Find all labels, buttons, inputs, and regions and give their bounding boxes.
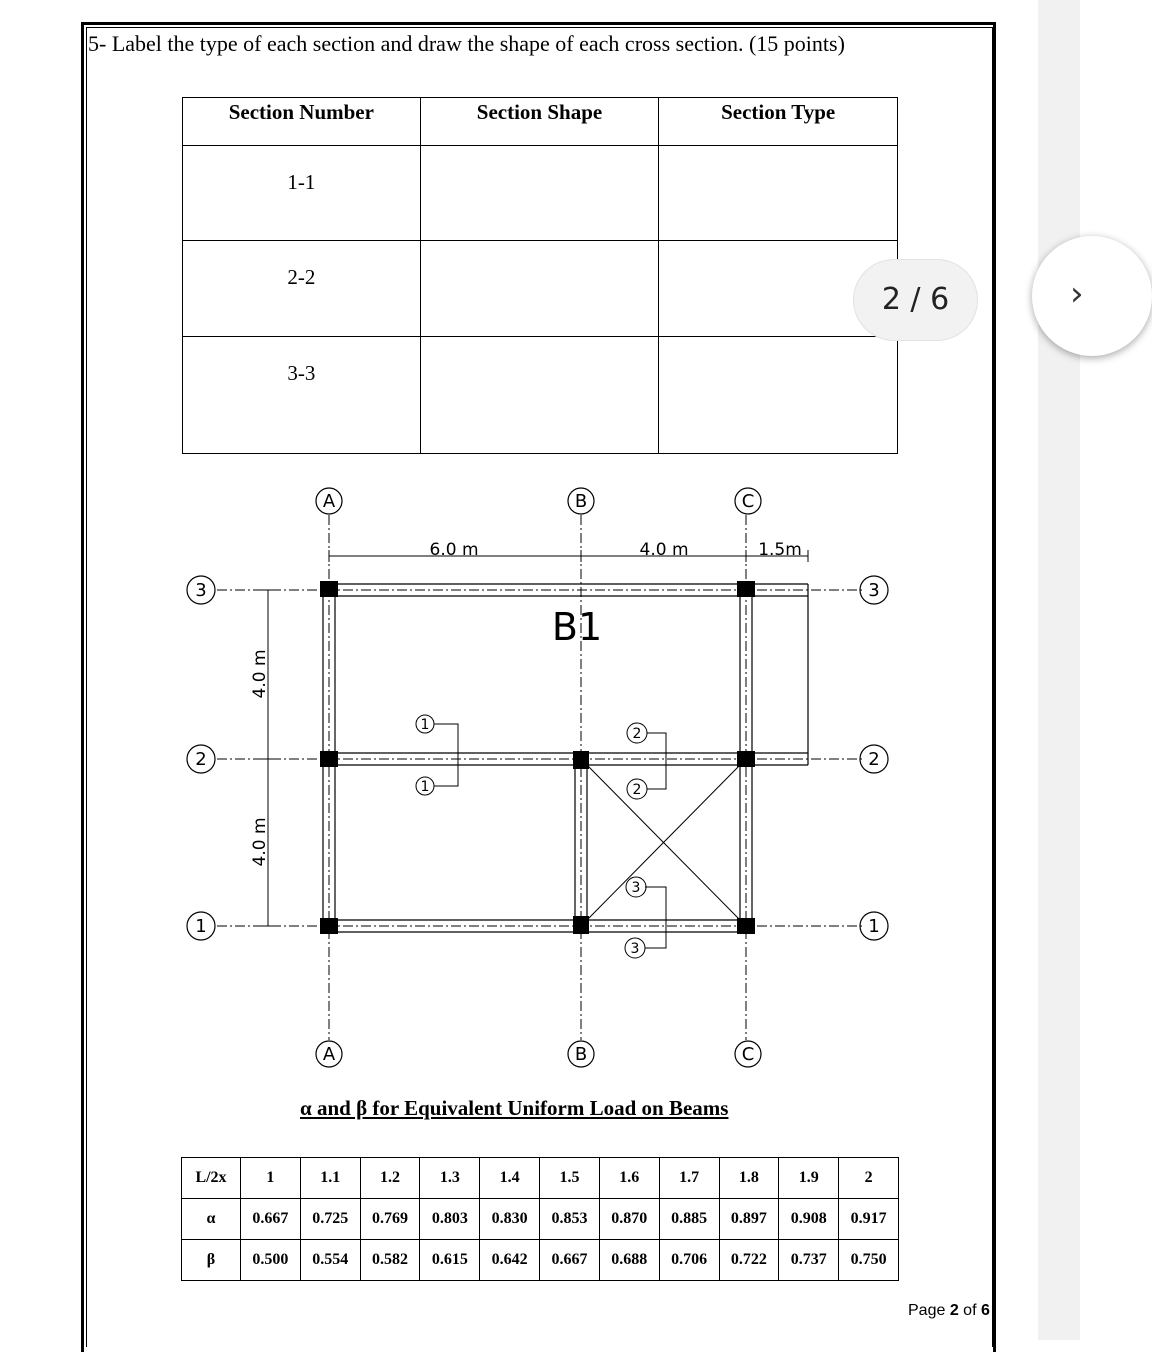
table-cell: 0.725 [300,1199,360,1240]
table-cell: 0.615 [420,1240,480,1281]
table-cell: 0.582 [360,1240,420,1281]
section-number-cell: 3-3 [183,337,421,454]
section-cut-markers [434,724,666,948]
table-cell: 1.7 [659,1158,719,1199]
table-cell: 0.500 [241,1240,301,1281]
page-footer [908,1302,990,1320]
column [573,916,589,934]
section-number-cell: 2-2 [183,241,421,337]
next-page-button[interactable] [1032,236,1152,356]
grid-label: 1 [868,916,880,937]
cut-label: 2 [632,782,642,798]
cut-label: 2 [632,726,642,742]
alpha-beta-table [181,1157,899,1281]
grid-label: A [322,491,336,512]
footer-of: of [958,1302,981,1319]
table-cell: 0.667 [241,1199,301,1240]
row-label: β [182,1240,241,1281]
column [320,751,338,767]
table-cell: 0.688 [599,1240,659,1281]
footer-current-page: 2 [949,1302,959,1319]
row-label: L/2x [182,1158,241,1199]
grid-label: 1 [195,916,207,937]
table-row [182,1158,899,1199]
header-section-number: Section Number [183,98,421,146]
column [737,581,755,597]
table-cell: 0.706 [659,1240,719,1281]
dim-label-4m: 4.0 m [639,540,689,560]
grid-label: B [574,491,588,512]
grid-label: A [322,1044,336,1065]
page-indicator: 2 / 6 [853,259,978,341]
section-type-cell[interactable] [659,337,898,454]
dim-label-4m-upper: 4.0 m [250,649,270,699]
table-cell: 0.750 [839,1240,899,1281]
alpha-beta-title: α and β for Equivalent Uniform Load on Beams [300,1096,729,1120]
table-cell: 0.803 [420,1199,480,1240]
section-cut-labels [416,715,647,958]
table-cell: 0.870 [599,1199,659,1240]
grid-label: 2 [868,749,880,770]
question-text: 5- Label the type of each section and draw the shape of each cross section. (15 points) [88,31,845,56]
table-cell: 1.6 [599,1158,659,1199]
table-cell: 0.642 [480,1240,540,1281]
table-cell: 0.722 [719,1240,779,1281]
table-cell: 0.917 [839,1199,899,1240]
column [737,918,755,934]
opening-cross [587,765,740,920]
table-cell: 2 [839,1158,899,1199]
table-cell: 1.4 [480,1158,540,1199]
section-table-header [183,98,898,146]
header-section-shape: Section Shape [420,98,659,146]
table-cell: 0.667 [540,1240,600,1281]
grid-bubbles [187,488,888,1067]
table-cell: 1.9 [779,1158,839,1199]
dim-label-cantilever: 1.5m [758,540,802,560]
table-cell: 1 [241,1158,301,1199]
cut-label: 3 [630,941,640,957]
grid-label: C [741,491,755,512]
chevron-right-icon: › [1070,274,1084,314]
cut-label: 1 [420,717,430,733]
table-row [182,1199,899,1240]
footer-total-pages: 6 [980,1302,990,1319]
table-row [183,146,898,241]
header-section-type: Section Type [659,98,898,146]
table-cell: 0.554 [300,1240,360,1281]
table-cell: 0.853 [540,1199,600,1240]
section-table [182,97,898,454]
dimension-lines [262,550,808,926]
grid-label: 2 [195,749,207,770]
section-shape-cell[interactable] [420,337,659,454]
section-shape-cell[interactable] [420,241,659,337]
grid-label: B [574,1044,588,1065]
grid-label: C [741,1044,755,1065]
table-cell: 1.3 [420,1158,480,1199]
column [573,751,589,769]
table-cell: 0.769 [360,1199,420,1240]
grid-lines [217,515,862,1040]
table-cell: 0.830 [480,1199,540,1240]
table-cell: 1.1 [300,1158,360,1199]
table-row [182,1240,899,1281]
footer-prefix: Page [908,1302,950,1319]
beam-label-b1: B1 [551,605,603,649]
table-cell: 0.885 [659,1199,719,1240]
row-label: α [182,1199,241,1240]
grid-label: 3 [868,580,880,601]
table-cell: 1.8 [719,1158,779,1199]
dim-label-6m: 6.0 m [429,540,479,560]
section-number-cell: 1-1 [183,146,421,241]
cut-label: 1 [420,779,430,795]
viewer-gutter [1038,0,1080,1340]
table-cell: 0.908 [779,1199,839,1240]
section-shape-cell[interactable] [420,146,659,241]
table-cell: 1.2 [360,1158,420,1199]
table-cell: 0.897 [719,1199,779,1240]
table-row [183,337,898,454]
columns [320,581,755,934]
section-type-cell[interactable] [659,146,898,241]
grid-label: 3 [195,580,207,601]
column [320,581,338,597]
cut-label: 3 [631,880,641,896]
table-cell: 0.737 [779,1240,839,1281]
column [737,751,755,767]
table-row [183,241,898,337]
column [320,918,338,934]
table-cell: 1.5 [540,1158,600,1199]
dim-label-4m-lower: 4.0 m [250,817,270,867]
structural-plan-drawing [170,480,910,1080]
